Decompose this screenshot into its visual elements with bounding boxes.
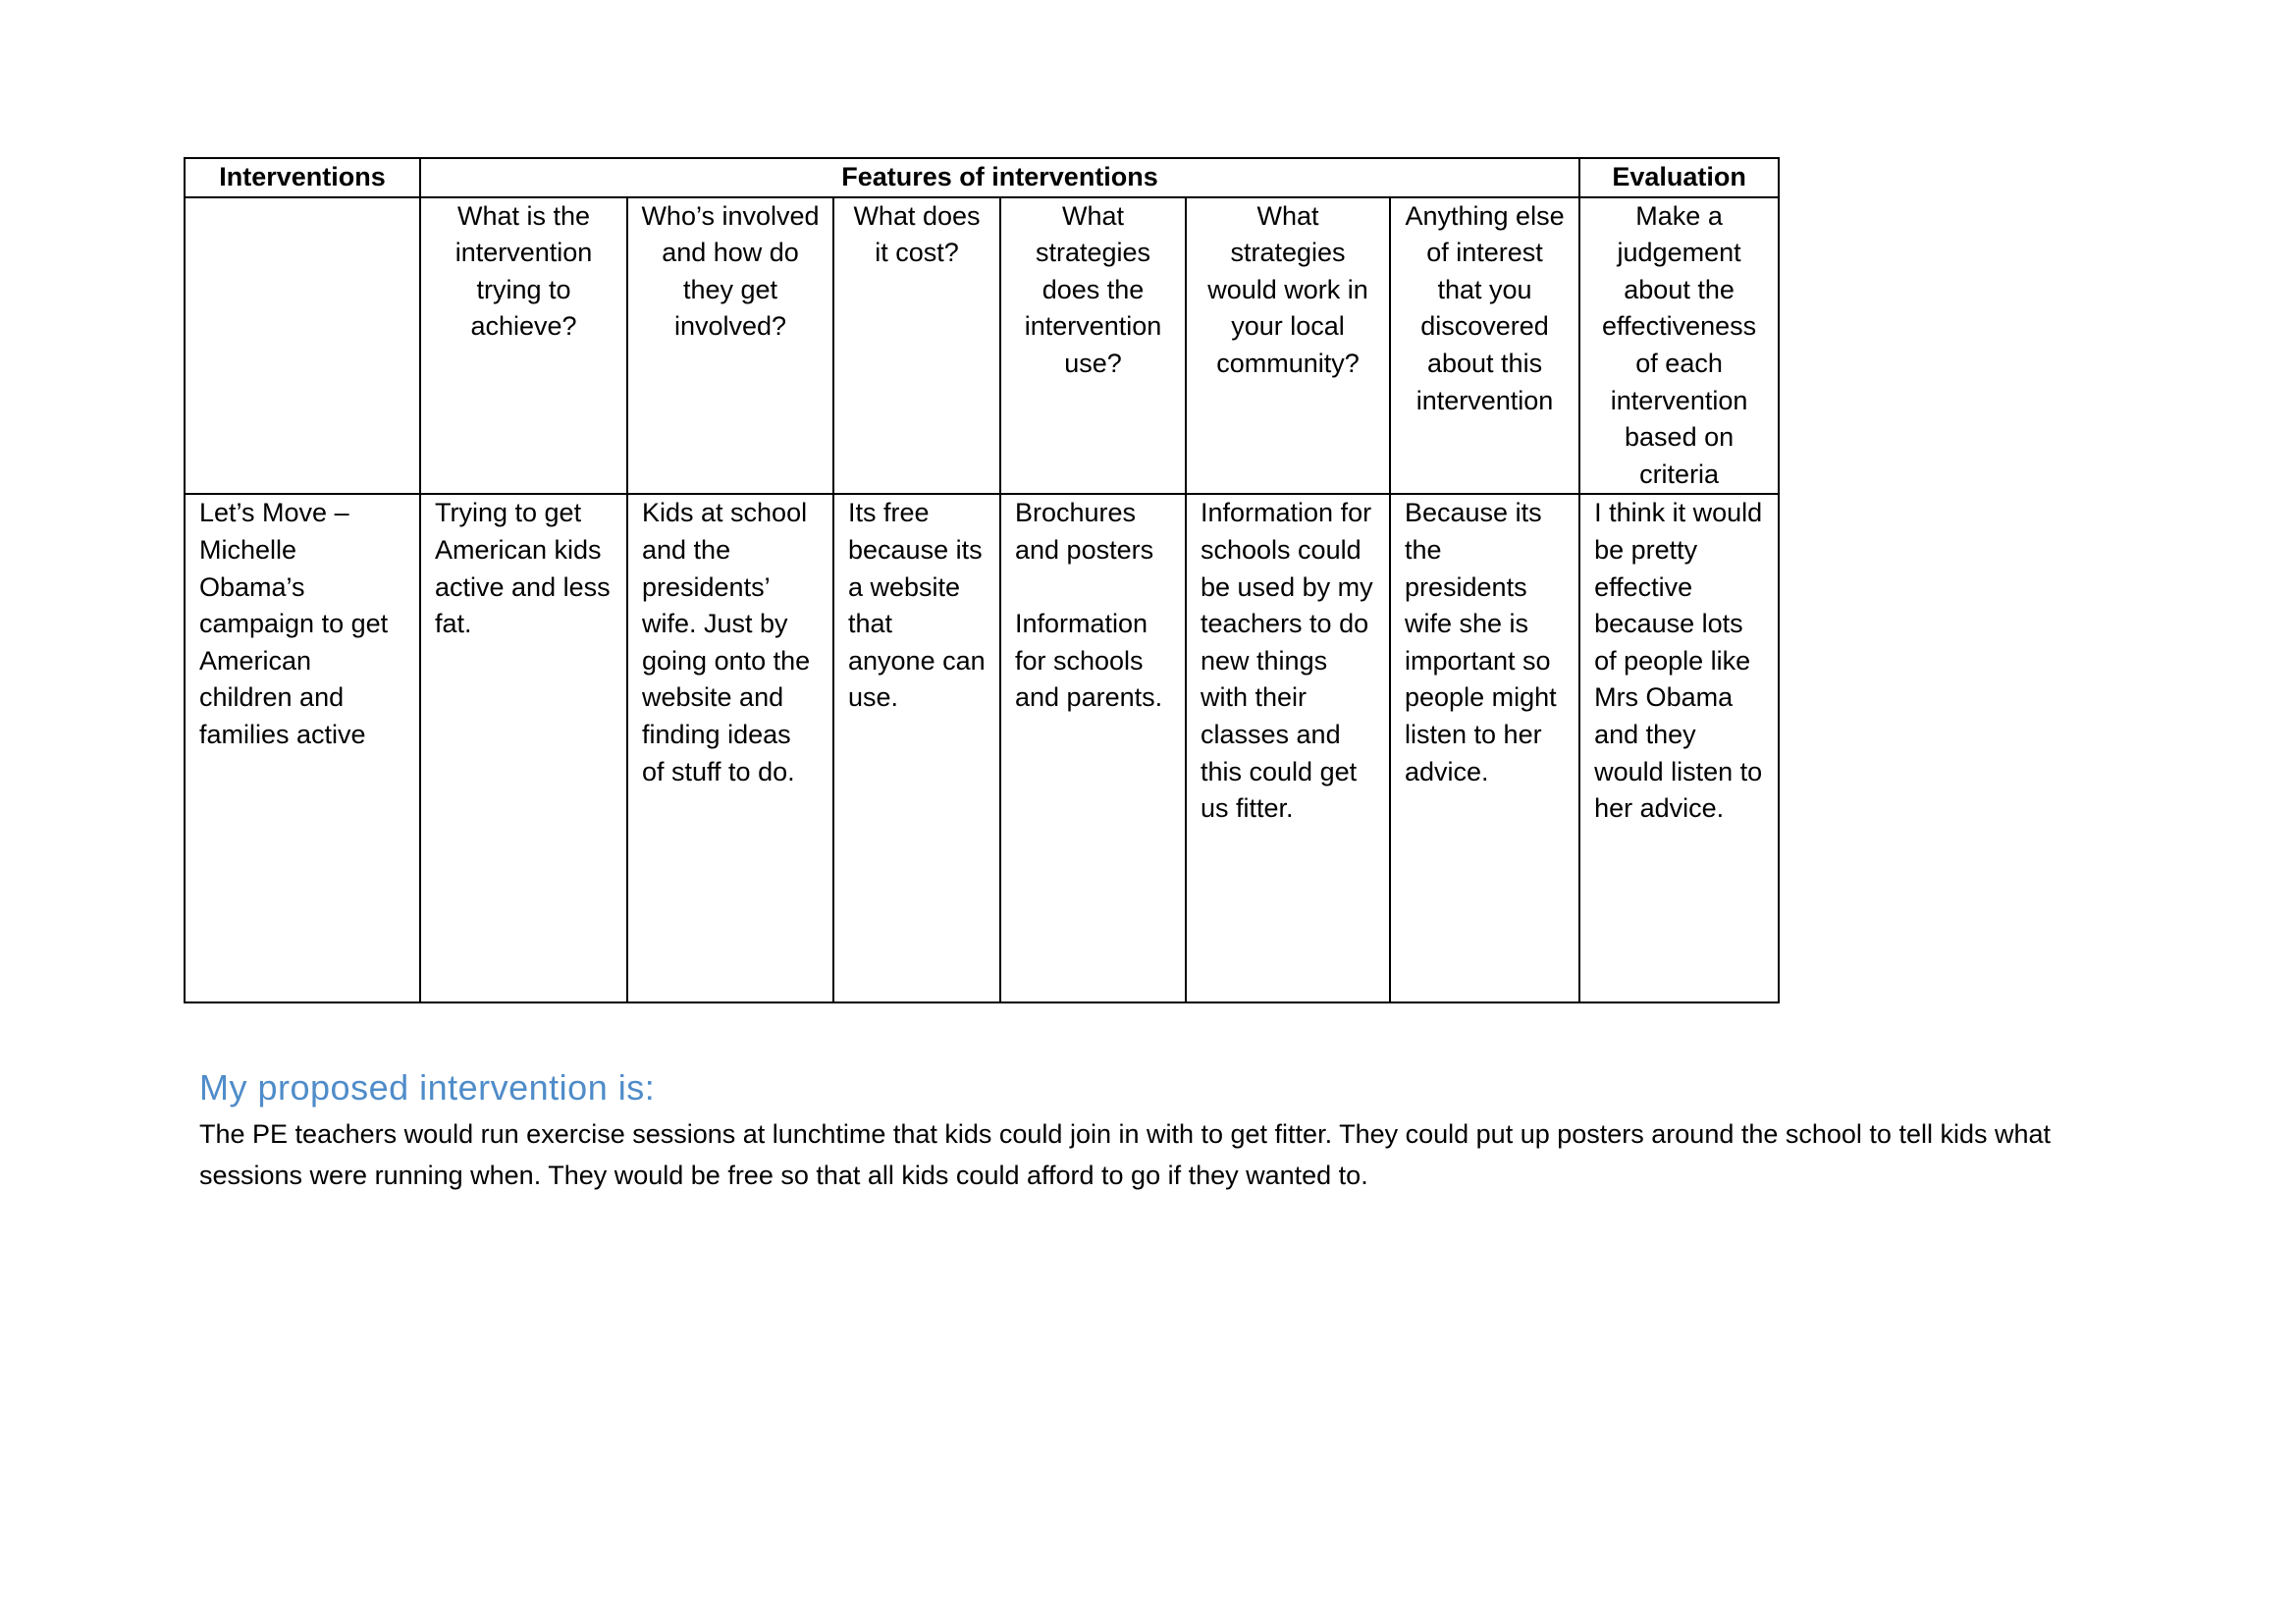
answer-achieve: Trying to get American kids active and less fat. — [420, 494, 627, 1002]
question-cell-blank — [185, 197, 420, 495]
question-achieve: What is the intervention trying to achieve? — [420, 197, 627, 495]
question-cost: What does it cost? — [833, 197, 1000, 495]
question-row — [185, 197, 1779, 495]
table-row — [185, 494, 1779, 1002]
question-strategies: What strategies does the intervention use? — [1000, 197, 1186, 495]
answer-judgement: I think it would be pretty effective because lots of people like Mrs Obama and they would listen to her advice. — [1579, 494, 1779, 1002]
proposal-text: The PE teachers would run exercise sessions at lunchtime that kids could join in with to get fitter. They could put up posters around the school to tell kids what sessions were running when. They would be free so that all kids could afford to go if they wanted to. — [199, 1119, 2052, 1190]
answer-other: Because its the presidents wife she is important so people might listen to her advice. — [1390, 494, 1579, 1002]
header-evaluation: Evaluation — [1579, 158, 1779, 197]
answer-cost: Its free because its a website that anyone can use. — [833, 494, 1000, 1002]
answer-strategies-line2: Information for schools and parents. — [1015, 609, 1163, 713]
question-judgement: Make a judgement about the effectiveness of each intervention based on criteria — [1579, 197, 1779, 495]
answer-involved: Kids at school and the presidents’ wife. Just by going onto the website and finding ideas of stuff to do. — [627, 494, 833, 1002]
question-involved: Who’s involved and how do they get involved? — [627, 197, 833, 495]
header-interventions: Interventions — [185, 158, 420, 197]
answer-strategies — [1000, 494, 1186, 1002]
proposal-heading: My proposed intervention is: — [199, 1067, 656, 1108]
header-features: Features of interventions — [420, 158, 1579, 197]
answer-strategies-line1: Brochures and posters — [1015, 498, 1154, 565]
interventions-table — [184, 157, 1780, 1003]
question-other: Anything else of interest that you discovered about this intervention — [1390, 197, 1579, 495]
answer-local: Information for schools could be used by my teachers to do new things with their classes and this could get us fitter. — [1186, 494, 1390, 1002]
spacer — [1015, 569, 1171, 607]
question-local: What strategies would work in your local community? — [1186, 197, 1390, 495]
answer-intervention: Let’s Move – Michelle Obama’s campaign to get American children and families active — [185, 494, 420, 1002]
table-header-row — [185, 158, 1779, 197]
